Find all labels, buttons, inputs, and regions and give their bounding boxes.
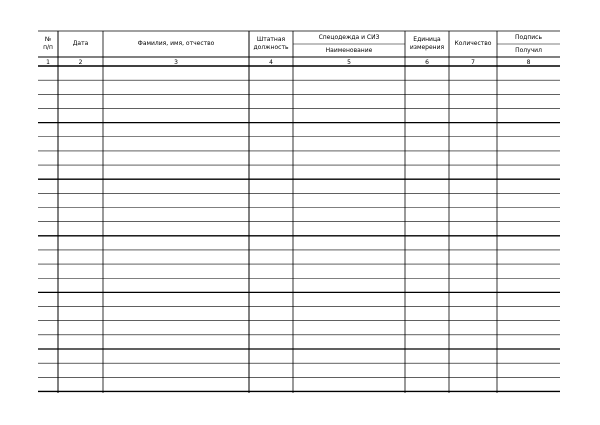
header-quantity: Количество bbox=[454, 40, 492, 47]
header-workwear-group: Спецодежда и СИЗ bbox=[318, 33, 380, 41]
column-number: 2 bbox=[78, 58, 83, 66]
header-signature-group: Подпись bbox=[515, 33, 542, 41]
header-position: Штатная должность bbox=[253, 36, 289, 51]
column-number: 3 bbox=[174, 58, 178, 66]
header-received: Получил bbox=[515, 46, 542, 54]
column-number: 8 bbox=[526, 58, 531, 66]
column-number: 4 bbox=[269, 58, 273, 66]
header-unit: Единица измерения bbox=[409, 36, 445, 51]
column-number: 7 bbox=[471, 58, 475, 66]
header-full-name: Фамилия, имя, отчество bbox=[137, 40, 215, 47]
column-number: 5 bbox=[347, 58, 351, 66]
header-item-name: Наименование bbox=[325, 46, 373, 54]
header-row-number: № п/п bbox=[43, 36, 53, 51]
header-date: Дата bbox=[72, 40, 89, 47]
column-number: 1 bbox=[46, 58, 50, 66]
column-number: 6 bbox=[425, 58, 429, 66]
